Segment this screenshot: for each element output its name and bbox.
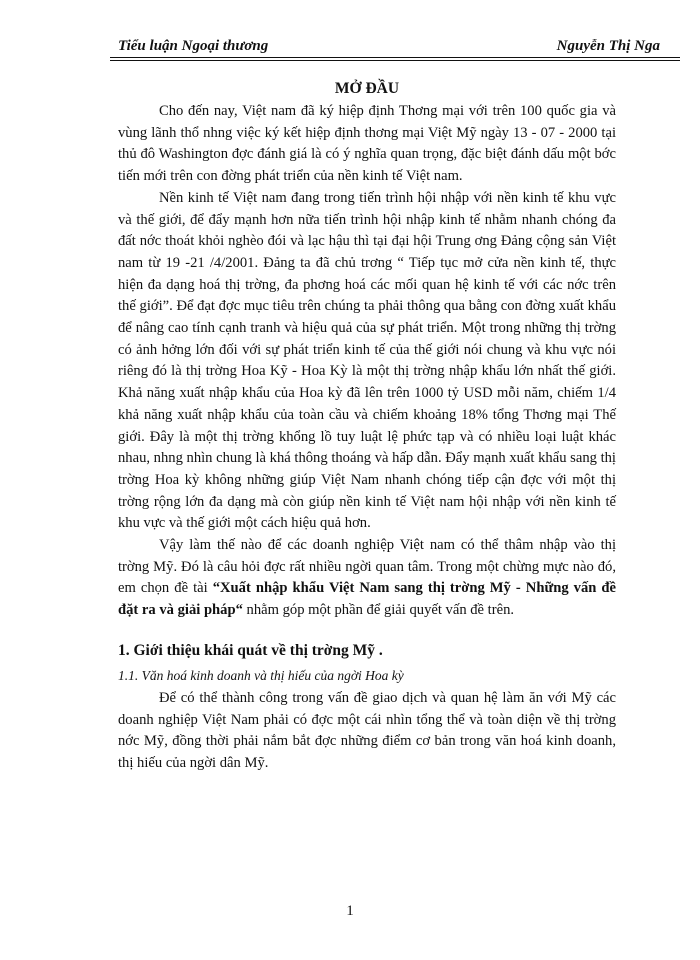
paragraph-2: Nền kinh tế Việt nam đang trong tiến trình hội nhập với nền kinh tế khu vực và thế giới, để đẩy mạnh hơn nữa tiến trình hội nhập kinh tế nhằm nhanh chóng đa đất nớc thoát khỏi nghèo đói và lạc hậu thì tại đại hội Trung ơng Đảng cộng sản Việt nam từ 19 -21 /4/2001. Đảng ta đã chủ trơng “ Tiếp tục mở cửa nền kinh tế, thực hiện đa dạng hoá thị trờng, đa phơng hoá các mối quan hệ kinh tế với các nớc trên thế giới”. Để đạt đợc mục tiêu trên chúng ta phải thông qua bằng con đờng xuất khẩu để nâng cao tính cạnh tranh và hiệu quả của sự phát triển. Một trong những thị trờng có ảnh hởng lớn đối với sự phát triển kinh tế của thế giới nói chung và khu vực nói riêng đó là thị trờng Hoa Kỹ - Hoa Kỳ là một thị trờng nhập khẩu lớn nhất thế giới. Khả năng xuất nhập khẩu của Hoa kỳ đã lên trên 1000 tỷ USD mỗi năm, chiếm 1/4 khả năng xuất nhập khẩu của toàn cầu và chiếm khoảng 18% tổng Thơng mại Thế giới. Đây là một thị trờng khổng lồ tuy luật lệ phức tạp và có nhiều loại luật khác nhau, nhng nhìn chung là khá thông thoáng và hấp dẫn. Đẩy mạnh xuất khẩu sang thị trờng Hoa kỳ không những giúp Việt Nam nhanh chóng tiếp cận đợc với một thị trờng rộng lớn đa dạng mà còn giúp nền kinh tế Việt nam hội nhập với nền kinh tế khu vực và thế giới một cách hiệu quả hơn.	[118, 189, 616, 532]
thesis-title: “Xuất nhập khẩu Việt Nam sang thị trờng Mỹ - Những vấn đề đặt ra và giải pháp“	[118, 580, 616, 619]
paragraph-3-start: Vậy làm thế nào để các doanh nghiệp Việt nam có thể thâm nhập vào thị trờng Mỹ. Đó là câu hỏi đợc rất nhiều ngời quan tâm. Trong một chừng mực nào đó, em chọn đề tài	[118, 537, 616, 597]
document-title: MỞ ĐẦU	[334, 80, 400, 97]
section-heading-1: 1. Giới thiệu khái quát về thị trờng Mỹ .	[118, 641, 383, 659]
paragraph-4: Để có thể thành công trong vấn đề giao dịch và quan hệ làm ăn với Mỹ các doanh nghiệp Việt Nam phải có đợc một cái nhìn tổng thể và toàn diện về thị trờng nớc Mỹ, đồng thời phải nắm bắt đợc những điểm cơ bản trong văn hoá kinh doanh, thị hiếu của ngời dân Mỹ.	[118, 689, 616, 771]
header-left-text: Tiểu luận Ngoại thương	[118, 38, 269, 54]
paragraph-3	[118, 535, 616, 622]
header-rule-thick	[110, 57, 680, 58]
header-right-text: Nguyễn Thị Nga	[556, 38, 660, 54]
paragraph-1: Cho đến nay, Việt nam đã ký hiệp định Thơng mại với trên 100 quốc gia và vùng lãnh thổ nhng việc ký kết hiệp định thơng mại Việt Mỹ ngày 13 - 07 - 2000 tại thủ đô Washington đợc đánh giá là có ý nghĩa quan trọng, đặc biệt đánh dấu một bớc tiến mới trên con đờng phát triển của nền kinh tế Việt nam.	[118, 103, 616, 185]
paragraph-3-end: nhằm góp một phần để giải quyết vấn đề trên.	[242, 602, 515, 619]
document-body	[118, 80, 616, 775]
page-header	[110, 38, 680, 58]
subsection-heading-1-1: 1.1. Văn hoá kinh doanh và thị hiếu của ngời Hoa kỳ	[118, 667, 404, 683]
page-number: 1	[346, 903, 354, 919]
header-rule-thin	[110, 60, 680, 61]
